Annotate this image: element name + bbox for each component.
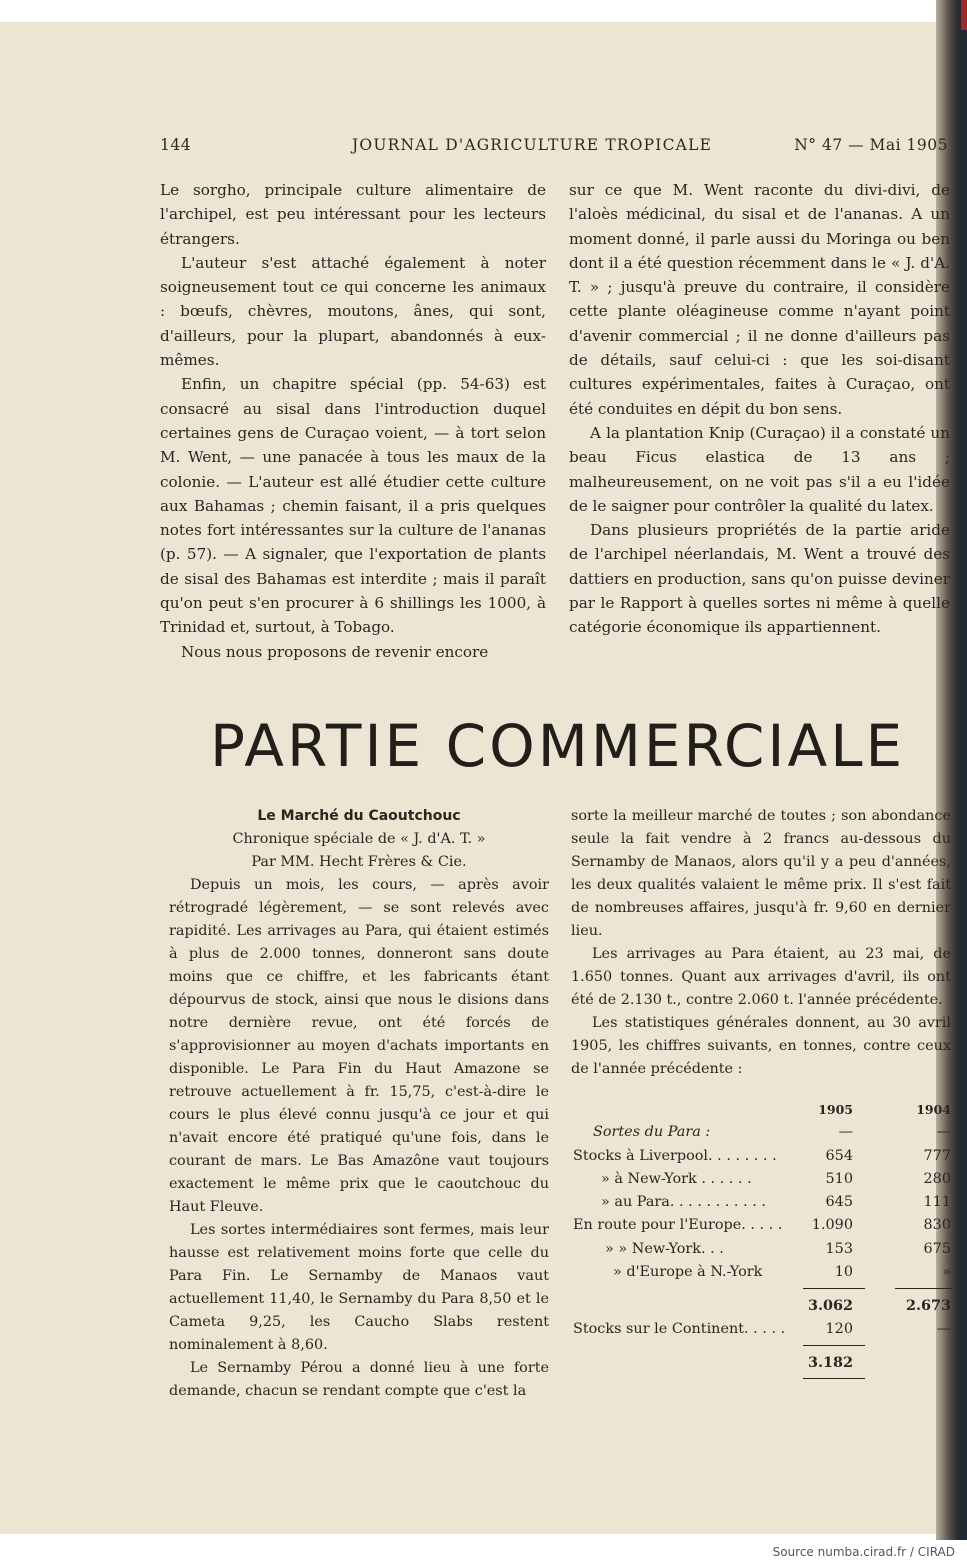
table-row	[573, 1261, 953, 1284]
row-label: » au Para. . . . . . . . . . .	[601, 1194, 766, 1211]
value-1904: —	[936, 1124, 951, 1141]
final-rule	[573, 1374, 953, 1384]
paragraph: Le Sernamby Pérou a donné lieu à une forte demande, chacun se rendant compte que c'est la	[169, 1360, 549, 1399]
rule	[803, 1378, 865, 1379]
total-row	[573, 1351, 953, 1374]
running-header	[160, 136, 950, 158]
top-left-column	[160, 178, 546, 664]
article-title: Le Marché du Caoutchouc	[257, 808, 461, 824]
rule	[803, 1345, 865, 1346]
article-left-column	[169, 805, 549, 1403]
paragraph: L'auteur s'est attaché également à noter soigneusement tout ce qui concerne les animaux : bœufs, chèvres, moutons, ânes, qui sont, d'ailleurs, pour la plupart, abandonnés à eux-mêmes.	[160, 253, 546, 370]
row-label: En route pour l'Europe. . . . .	[573, 1217, 783, 1234]
subtotal-row	[573, 1294, 953, 1317]
column-header-1905: 1905	[818, 1102, 853, 1117]
value-1905: 1.090	[811, 1217, 853, 1234]
issue-number: N° 47 — Mai 1905	[794, 136, 948, 154]
table-row	[573, 1238, 953, 1261]
paragraph: Les arrivages au Para étaient, au 23 mai, de 1.650 tonnes. Quant aux arrivages d'avril, ils ont été de 2.130 t., contre 2.060 t. l'année précédente.	[571, 946, 951, 1008]
value-1904: 830	[923, 1217, 951, 1234]
paragraph: A la plantation Knip (Curaçao) il a constaté un beau Ficus elastica de 13 ans ; malheureusement, on ne voit pas s'il a eu l'idée de le saigner pour contrôler la qualité du latex.	[569, 423, 950, 515]
page-number: 144	[160, 136, 192, 154]
value-1905: 120	[825, 1320, 853, 1337]
value-1904: 111	[923, 1194, 951, 1211]
table-row	[573, 1121, 953, 1144]
statistics-table	[573, 1098, 953, 1384]
table-row	[573, 1191, 953, 1214]
article-byline: Par MM. Hecht Frères & Cie.	[251, 854, 467, 870]
row-label: Stocks sur le Continent. . . . .	[573, 1320, 786, 1337]
value-1905: 645	[825, 1194, 853, 1211]
total-rule	[573, 1341, 953, 1351]
paragraph: Dans plusieurs propriétés de la partie aride de l'archipel néerlandais, M. Went a trouvé des dattiers en production, sans qu'on puisse deviner par le Rapport à quelles sortes ni même à quelle catégorie économique ils appartiennent.	[569, 521, 950, 637]
table-row	[573, 1145, 953, 1168]
subtotal-1904: 2.673	[905, 1297, 951, 1315]
paragraph: Nous nous proposons de revenir encore	[181, 642, 489, 661]
top-right-column	[569, 178, 950, 640]
article-subtitle: Chronique spéciale de « J. d'A. T. »	[232, 831, 486, 847]
table-header-row	[573, 1098, 953, 1121]
rule	[803, 1288, 865, 1289]
row-label: » à New-York . . . . . .	[601, 1170, 752, 1187]
table-body	[573, 1121, 953, 1284]
column-header-1904: 1904	[916, 1102, 951, 1117]
paragraph: Le sorgho, principale culture alimentaire de l'archipel, est peu intéressant pour les lecteurs étrangers.	[160, 181, 546, 248]
section-title: PARTIE COMMERCIALE	[210, 712, 906, 780]
value-1904: 777	[923, 1147, 951, 1164]
paragraph: Depuis un mois, les cours, — après avoir rétrogradé légèrement, — se sont relevés avec rapidité. Les arrivages au Para, qui étaient estimés à plus de 2.000 tonnes, donneront sans doute moins que ce chiffre, et les fabricants étant dépourvus de stock, ainsi que nous le disions dans notre dernière revue, ont été forcés de s'approvisionner au moyen d'achats importants en disponible. Le Para Fin du Haut Amazone se retrouve actuellement à fr. 15,75, c'est-à-dire le cours le plus élevé connu jusqu'à ce jour et qui n'avait encore été pratiqué qu'une fois, dans le courant de mars. Le Bas Amazône vaut toujours exactement le même prix que le caoutchouc du Haut Fleuve.	[169, 877, 549, 1215]
row-label: » » New-York. . .	[605, 1240, 724, 1257]
value-1905: 654	[825, 1147, 853, 1164]
journal-title: JOURNAL D'AGRICULTURE TROPICALE	[352, 136, 713, 154]
subtotal-1905: 3.062	[807, 1297, 853, 1315]
value-1905: 153	[825, 1240, 853, 1257]
rule	[895, 1288, 953, 1289]
paragraph: Enfin, un chapitre spécial (pp. 54-63) est consacré au sisal dans l'introduction duquel certaines gens de Curaçao voient, — à tort selon M. Went, — une panacée à tous les maux de la colonie. — L'auteur est allé étudier cette culture aux Bahamas ; chemin faisant, il a pris quelques notes fort intéressantes sur la culture de l'ananas (p. 57). — A signaler, que l'exportation de plants de sisal des Bahamas est interdite ; mais il paraît qu'on peut s'en procurer à 6 shillings les 1000, à Trinidad et, surtout, à Tobago.	[160, 375, 546, 637]
value-1905: 10	[834, 1264, 853, 1281]
value-1904: 280	[923, 1170, 951, 1187]
source-credit: Source numba.cirad.fr / CIRAD	[772, 1545, 955, 1559]
paragraph: sorte la meilleur marché de toutes ; son abondance seule la fait vendre à 2 francs au-dessous du Sernamby de Manaos, alors qu'il y a peu d'années, les deux qualités valaient le même prix. Il s'est fait de nombreuses affaires, jusqu'à fr. 9,60 en dernier lieu.	[571, 808, 951, 939]
value-1904: —	[936, 1320, 951, 1337]
value-1904: »	[942, 1264, 951, 1281]
table-row	[573, 1318, 953, 1341]
value-1904: 675	[923, 1240, 951, 1257]
row-label: Stocks à Liverpool. . . . . . . .	[573, 1147, 777, 1164]
table-row	[573, 1168, 953, 1191]
total-1905: 3.182	[807, 1353, 853, 1371]
row-label: Sortes du Para :	[593, 1124, 711, 1141]
subtotal-rule	[573, 1284, 953, 1294]
value-1905: 510	[825, 1170, 853, 1187]
value-1905: —	[838, 1124, 853, 1141]
table-row	[573, 1214, 953, 1237]
paragraph: sur ce que M. Went raconte du divi-divi, de l'aloès médicinal, du sisal et de l'ananas. A un moment donné, il parle aussi du Moringa ou ben dont il a été question récemment dans le « J. d'A. T. » ; jusqu'à preuve du contraire, il considère cette plante oléagineuse comme n'ayant point d'avenir commercial ; il ne donne d'ailleurs pas de détails, sauf celui-ci : que les soi-disant cultures expérimentales, faites à Curaçao, ont été conduites en dépit du bon sens.	[569, 181, 950, 418]
article-right-column	[571, 805, 951, 1081]
row-label: » d'Europe à N.-York	[613, 1264, 763, 1281]
paragraph: Les statistiques générales donnent, au 30 avril 1905, les chiffres suivants, en tonnes, contre ceux de l'année précédente :	[571, 1015, 951, 1077]
paragraph: Les sortes intermédiaires sont fermes, mais leur hausse est relativement moins forte que celle du Para Fin. Le Sernamby de Manaos vaut actuellement 11,40, le Sernamby du Para 8,50 et le Cameta 9,25, les Caucho Slabs restent nominalement à 8,60.	[169, 1222, 549, 1353]
spine-bookmark	[961, 0, 967, 30]
